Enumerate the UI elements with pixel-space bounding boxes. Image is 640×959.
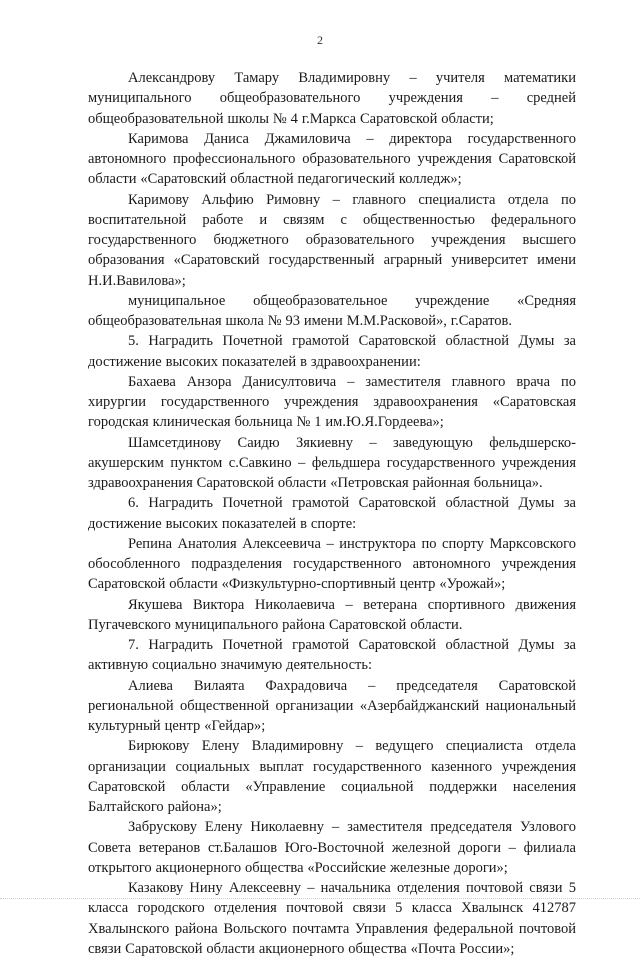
paragraph-item-5-healthcare: 5. Наградить Почетной грамотой Саратовской областной Думы за достижение высоких показателей в здравоохранении: <box>88 333 576 370</box>
paragraph-karimov-danis: Каримова Даниса Джамиловича – директора государственного автономного профессионального образовательного учреждения Саратовской области «Саратовский областной педагогический колледж»; <box>88 130 576 188</box>
page-number: 2 <box>317 33 323 47</box>
paragraph-repin: Репина Анатолия Алексеевича – инструктора по спорту Марксовского обособленного подразделения государственного автономного учреждения Саратовской области «Физкультурно-спортивный центр «Урожай»; <box>88 535 576 593</box>
bottom-scan-edge <box>0 897 640 899</box>
paragraph-karimova-alfiya: Каримову Альфию Римовну – главного специалиста отдела по воспитательной работе и связям с общественностью федерального государственного бюджетного образовательного учреждения высшего образования «Саратовский государственный аграрный университет имени Н.И.Вавилова»; <box>88 191 576 289</box>
paragraph-item-6-sport: 6. Наградить Почетной грамотой Саратовской областной Думы за достижение высоких показателей в спорте: <box>88 495 576 532</box>
paragraph-aleksandrova: Александрову Тамару Владимировну – учителя математики муниципального общеобразовательного учреждения – средней общеобразовательной школы № 4 г.Маркса Саратовской области; <box>88 70 576 127</box>
paragraph-shamsetdinova: Шамсетдинову Саидю Зякиевну – заведующую фельдшерско-акушерским пунктом с.Савкино – фельдшера государственного учреждения здравоохранения Саратовской области «Петровская районная больница». <box>88 434 576 491</box>
document-body <box>88 68 576 959</box>
paragraph-aliev: Алиева Вилаята Фахрадовича – председателя Саратовской региональной общественной организации «Азербайджанский национальный культурный центр «Гейдар»; <box>88 677 576 734</box>
paragraph-bakhaev: Бахаева Анзора Данисултовича – заместителя главного врача по хирургии государственного учреждения здравоохранения «Саратовская городская клиническая больница № 1 им.Ю.Я.Гордеева»; <box>88 373 576 431</box>
paragraph-zabruskova: Забрускову Елену Николаевну – заместителя председателя Узлового Совета ветеранов ст.Балашов Юго-Восточной железной дороги – филиала открытого акционерного общества «Российские железные дороги»; <box>88 819 576 876</box>
paragraph-kazakova: Казакову Нину Алексеевну – начальника отделения почтовой связи 5 класса городского отделения почтовой связи 5 класса Хвалынск 412787 Хвалынского района Вольского почтамта Управления федеральной почтовой связи Саратовской области акционерного общества «Почта России»; <box>88 880 576 957</box>
paragraph-yakushev: Якушева Виктора Николаевича – ветерана спортивного движения Пугачевского муниципального района Саратовской области. <box>88 596 576 633</box>
paragraph-item-7-social: 7. Наградить Почетной грамотой Саратовской областной Думы за активную социально значимую деятельность: <box>88 637 576 674</box>
paragraph-biryukova: Бирюкову Елену Владимировну – ведущего специалиста отдела организации социальных выплат государственного казенного учреждения Саратовской области «Управление социальной поддержки населения Балтайского района»; <box>88 738 576 815</box>
paragraph-school-93: муниципальное общеобразовательное учреждение «Средняя общеобразовательная школа № 93 имени М.М.Расковой», г.Саратов. <box>88 292 576 329</box>
